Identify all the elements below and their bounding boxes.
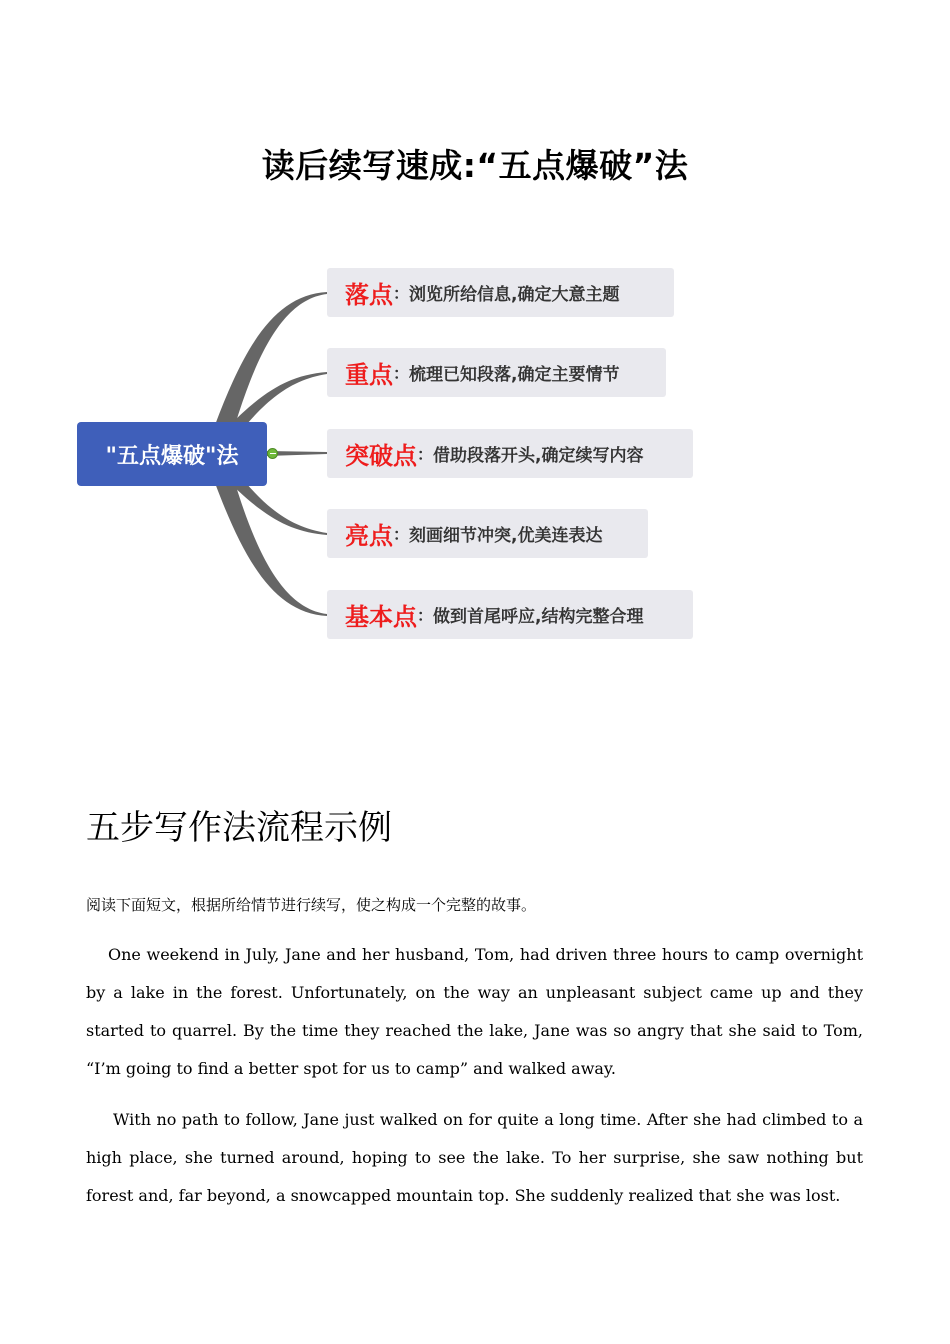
branch-key: 突破点 (345, 442, 417, 470)
story-paragraph: With no path to follow, Jane just walked on for quite a long time. After she had climbed to a high place, she turned around, hoping to see the lake. To her surprise, she saw nothing but forest and, far beyond, a snowcapped mountain top. She suddenly realized that she was lost. (86, 1110, 863, 1205)
connector-1 (215, 292, 327, 425)
branch-description: 浏览所给信息,确定大意主题 (409, 285, 620, 305)
branch-node (327, 348, 666, 397)
branch-description: 梳理已知段落,确定主要情节 (409, 365, 620, 385)
branch-node (327, 429, 693, 478)
branch-node (327, 590, 693, 639)
branch-key: 亮点 (345, 522, 393, 550)
page-title: 读后续写速成:“五点爆破”法 (261, 146, 689, 185)
collapse-toggle-icon[interactable] (267, 448, 278, 459)
section-heading: 五步写作法流程示例 (86, 808, 392, 848)
branch-key: 重点 (345, 361, 393, 389)
branch-description: 做到首尾呼应,结构完整合理 (433, 607, 644, 627)
instruction-text: 阅读下面短文，根据所给情节进行续写，使之构成一个完整的故事。 (86, 896, 537, 914)
branch-separator: ： (393, 525, 410, 544)
branch-node (327, 509, 648, 558)
branch-separator: ： (393, 364, 410, 383)
branch-separator: ： (393, 284, 410, 303)
branch-separator: ： (417, 606, 434, 625)
story-paragraph: One weekend in July, Jane and her husband, Tom, had driven three hours to camp overnight by a lake in the forest. Unfortunately, on the way an unpleasant subject came up and they started to quarrel. By the time they reached the lake, Jane was so angry that she said to Tom, “I’m going to find a better spot for us to camp” and walked away. (86, 945, 863, 1078)
branch-separator: ： (417, 445, 434, 464)
branch-description: 借助段落开头,确定续写内容 (433, 446, 644, 466)
branch-description: 刻画细节冲突,优美连表达 (409, 526, 603, 546)
branch-node (327, 268, 674, 317)
branch-key: 基本点 (345, 603, 417, 631)
connector-5 (215, 483, 327, 616)
mind-map (0, 255, 950, 655)
branch-key: 落点 (345, 281, 393, 309)
central-node: "五点爆破"法 (77, 422, 267, 486)
